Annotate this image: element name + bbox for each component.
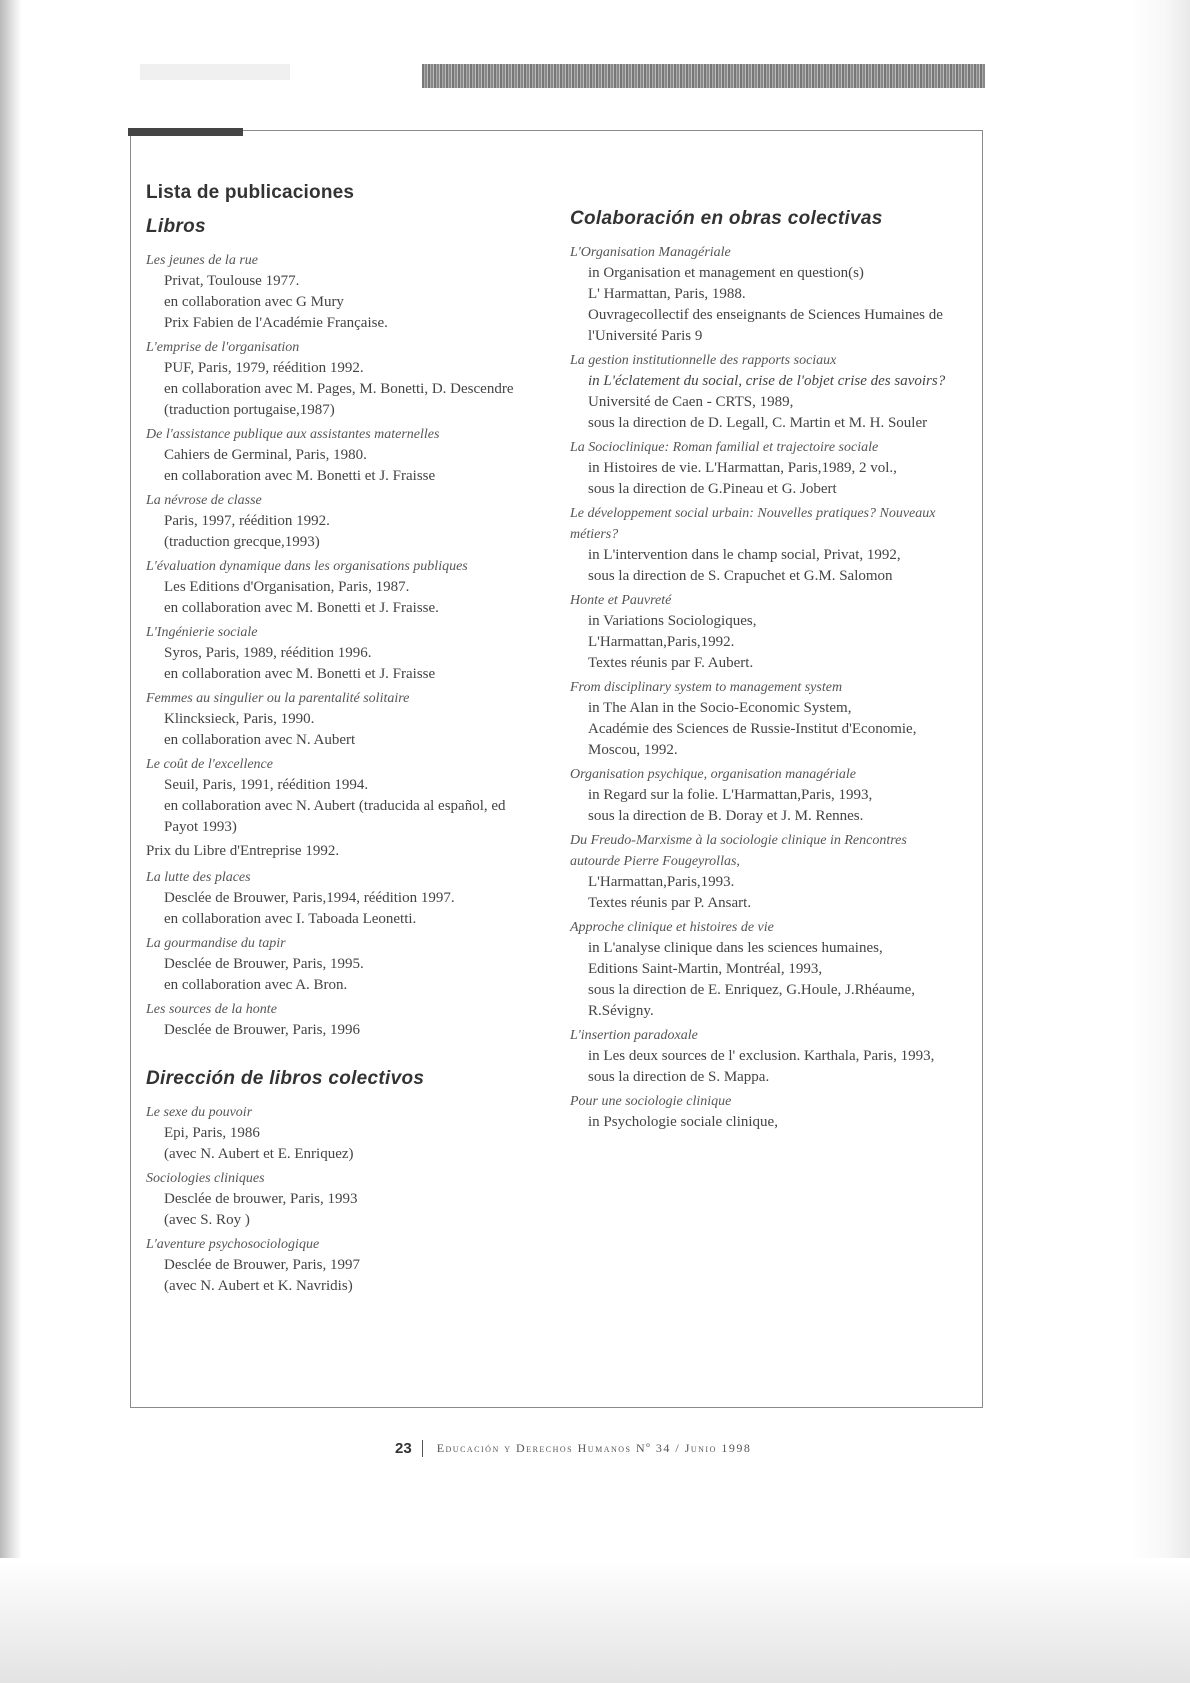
- publication-detail: (avec N. Aubert et K. Navridis): [164, 1278, 353, 1294]
- publication-entry: [146, 1168, 528, 1231]
- publication-detail: en collaboration avec M. Bonetti et J. Fraisse.: [164, 600, 439, 616]
- publication-title: L'insertion paradoxale: [570, 1028, 698, 1043]
- publication-title: L'emprise de l'organisation: [146, 340, 300, 355]
- publication-title: La Socioclinique: Roman familial et trajectoire sociale: [570, 440, 879, 455]
- publication-detail: (avec N. Aubert et E. Enriquez): [164, 1146, 354, 1162]
- publication-entry: [146, 999, 528, 1041]
- publication-detail: sous la direction de S. Mappa.: [588, 1069, 770, 1085]
- publication-detail: sous la direction de B. Doray et J. M. Rennes.: [588, 808, 864, 824]
- page-footer: [395, 1434, 751, 1462]
- publication-entry: [570, 1025, 955, 1088]
- publication-detail: Desclée de Brouwer, Paris,1994, réédition 1997.: [164, 890, 455, 906]
- publication-detail: en collaboration avec M. Bonetti et J. Fraisse: [164, 666, 436, 682]
- publication-entry: [146, 337, 528, 421]
- frame-tab: [128, 128, 243, 136]
- publication-title: L'Ingénierie sociale: [146, 625, 258, 640]
- page-number: 23: [395, 1440, 423, 1457]
- publication-detail: en collaboration avec N. Aubert (traducida al español, ed Payot 1993): [164, 798, 506, 835]
- libros-list-continued: [146, 867, 528, 1041]
- left-column: [146, 182, 528, 1300]
- publication-title: L'évaluation dynamique dans les organisations publiques: [146, 559, 468, 574]
- page-edge-shadow: [0, 0, 22, 1683]
- publication-detail: in L'intervention dans le champ social, Privat, 1992,: [588, 547, 901, 563]
- publication-title: La gourmandise du tapir: [146, 936, 286, 951]
- publication-entry: [570, 677, 955, 761]
- publication-title: L'aventure psychosociologique: [146, 1237, 320, 1252]
- publication-detail: in Histoires de vie. L'Harmattan, Paris,1989, 2 vol.,: [588, 460, 897, 476]
- publication-entry: [146, 1234, 528, 1297]
- publication-detail: Desclée de Brouwer, Paris, 1996: [164, 1022, 361, 1038]
- publication-entry: [570, 242, 955, 347]
- publication-entry: [570, 350, 955, 434]
- publication-detail: Paris, 1997, réédition 1992.: [164, 513, 330, 529]
- publication-detail: Université de Caen - CRTS, 1989,: [588, 394, 794, 410]
- publication-detail: PUF, Paris, 1979, réédition 1992.: [164, 360, 364, 376]
- publication-detail: L'Harmattan,Paris,1992.: [588, 634, 735, 650]
- publication-detail: Klincksieck, Paris, 1990.: [164, 711, 315, 727]
- publication-title: Le sexe du pouvoir: [146, 1105, 253, 1120]
- publication-detail: Textes réunis par F. Aubert.: [588, 655, 754, 671]
- publication-detail: Prix Fabien de l'Académie Française.: [164, 315, 388, 331]
- publication-detail: en collaboration avec M. Pages, M. Bonetti, D. Descendre: [164, 381, 514, 397]
- publication-detail: sous la direction de D. Legall, C. Martin et M. H. Souler: [588, 415, 928, 431]
- publication-title: La lutte des places: [146, 870, 251, 885]
- publication-entry: [570, 590, 955, 674]
- publication-detail: Privat, Toulouse 1977.: [164, 273, 300, 289]
- publication-detail: Textes réunis par P. Ansart.: [588, 895, 752, 911]
- publication-detail: en collaboration avec M. Bonetti et J. Fraisse: [164, 468, 436, 484]
- publication-detail: in Organisation et management en question(s): [588, 265, 864, 281]
- publication-detail: sous la direction de S. Crapuchet et G.M. Salomon: [588, 568, 893, 584]
- direccion-heading: Dirección de libros colectivos: [146, 1068, 425, 1089]
- publication-entry: [146, 754, 528, 838]
- libros-list: [146, 250, 528, 838]
- publication-detail: Académie des Sciences de Russie-Institut d'Economie, Moscou, 1992.: [588, 721, 917, 758]
- publication-title: Approche clinique et histoires de vie: [570, 920, 774, 935]
- publication-detail: L' Harmattan, Paris, 1988.: [588, 286, 746, 302]
- publication-detail: sous la direction de G.Pineau et G. Jobert: [588, 481, 837, 497]
- direccion-list: [146, 1102, 528, 1297]
- publication-title: L'Organisation Managériale: [570, 245, 731, 260]
- journal-line: Educación y Derechos Humanos Nº 34 / Junio 1998: [436, 1440, 752, 1455]
- publication-detail: Desclée de Brouwer, Paris, 1997: [164, 1257, 361, 1273]
- publication-detail: Desclée de Brouwer, Paris, 1995.: [164, 956, 364, 972]
- publication-entry: [146, 556, 528, 619]
- publication-entry: [146, 688, 528, 751]
- publication-entry: [146, 490, 528, 553]
- publication-detail: (avec S. Roy ): [164, 1212, 250, 1228]
- publication-entry: [570, 764, 955, 827]
- colaboracion-list: [570, 242, 955, 1133]
- header-ghost: [140, 64, 290, 80]
- publication-entry: [570, 830, 955, 914]
- publication-detail: Ouvragecollectif des enseignants de Sciences Humaines de l'Université Paris 9: [588, 307, 943, 344]
- publication-detail: Cahiers de Germinal, Paris, 1980.: [164, 447, 367, 463]
- colaboracion-heading: Colaboración en obras colectivas: [570, 208, 883, 229]
- publication-detail: Syros, Paris, 1989, réédition 1996.: [164, 645, 372, 661]
- page-edge-shadow-right: [1130, 0, 1190, 1683]
- publication-detail: in Variations Sociologiques,: [588, 613, 757, 629]
- publication-detail: Editions Saint-Martin, Montréal, 1993,: [588, 961, 823, 977]
- publication-title: Sociologies cliniques: [146, 1171, 265, 1186]
- publication-detail: en collaboration avec A. Bron.: [164, 977, 348, 993]
- publication-title: Pour une sociologie clinique: [570, 1094, 732, 1109]
- publication-title: Les jeunes de la rue: [146, 253, 258, 268]
- publication-detail: L'Harmattan,Paris,1993.: [588, 874, 735, 890]
- publication-title: Honte et Pauvreté: [570, 593, 672, 608]
- publication-entry: [570, 437, 955, 500]
- header-bar: [422, 64, 985, 88]
- publication-detail: in The Alan in the Socio-Economic System,: [588, 700, 852, 716]
- publication-entry: [570, 1091, 955, 1133]
- publication-title: Les sources de la honte: [146, 1002, 277, 1017]
- publication-entry: [146, 1102, 528, 1165]
- publication-detail: Desclée de brouwer, Paris, 1993: [164, 1191, 358, 1207]
- publication-entry: [146, 424, 528, 487]
- publication-detail: in L'analyse clinique dans les sciences humaines,: [588, 940, 883, 956]
- publication-detail: in Psychologie sociale clinique,: [588, 1114, 778, 1130]
- publication-title: La gestion institutionnelle des rapports sociaux: [570, 353, 837, 368]
- publication-title: Le développement social urbain: Nouvelles pratiques? Nouveaux métiers?: [570, 506, 936, 542]
- publication-detail: en collaboration avec N. Aubert: [164, 732, 356, 748]
- publication-entry: [146, 933, 528, 996]
- publication-entry: [570, 917, 955, 1022]
- right-column: [570, 208, 955, 1136]
- page-title: Lista de publicaciones: [146, 182, 355, 203]
- publication-entry: [146, 867, 528, 930]
- publication-detail: Seuil, Paris, 1991, réédition 1994.: [164, 777, 369, 793]
- libros-heading: Libros: [146, 216, 206, 237]
- publication-detail: Epi, Paris, 1986: [164, 1125, 260, 1141]
- publication-entry: [570, 503, 955, 587]
- publication-detail: en collaboration avec G Mury: [164, 294, 344, 310]
- publication-title: Organisation psychique, organisation managériale: [570, 767, 856, 782]
- publication-detail: (traduction grecque,1993): [164, 534, 320, 550]
- publication-detail: in Regard sur la folie. L'Harmattan,Paris, 1993,: [588, 787, 873, 803]
- prize-line: Prix du Libre d'Entreprise 1992.: [146, 843, 340, 859]
- scan-bottom-shade: [0, 1558, 1190, 1683]
- publication-title: De l'assistance publique aux assistantes maternelles: [146, 427, 440, 442]
- publication-title: La névrose de classe: [146, 493, 262, 508]
- publication-entry: [146, 250, 528, 334]
- publication-detail: Les Editions d'Organisation, Paris, 1987.: [164, 579, 410, 595]
- publication-title: Le coût de l'excellence: [146, 757, 273, 772]
- publication-title: From disciplinary system to management system: [570, 680, 843, 695]
- publication-detail: in L'éclatement du social, crise de l'objet crise des savoirs?: [588, 373, 946, 389]
- publication-entry: [146, 622, 528, 685]
- publication-title: Du Freudo-Marxisme à la sociologie clinique in Rencontres autourde Pierre Fougeyrollas,: [570, 833, 907, 869]
- publication-detail: en collaboration avec I. Taboada Leonetti.: [164, 911, 417, 927]
- publication-title: Femmes au singulier ou la parentalité solitaire: [146, 691, 410, 706]
- publication-detail: in Les deux sources de l' exclusion. Karthala, Paris, 1993,: [588, 1048, 935, 1064]
- publication-detail: (traduction portugaise,1987): [164, 402, 335, 418]
- publication-detail: sous la direction de E. Enriquez, G.Houle, J.Rhéaume, R.Sévigny.: [588, 982, 915, 1019]
